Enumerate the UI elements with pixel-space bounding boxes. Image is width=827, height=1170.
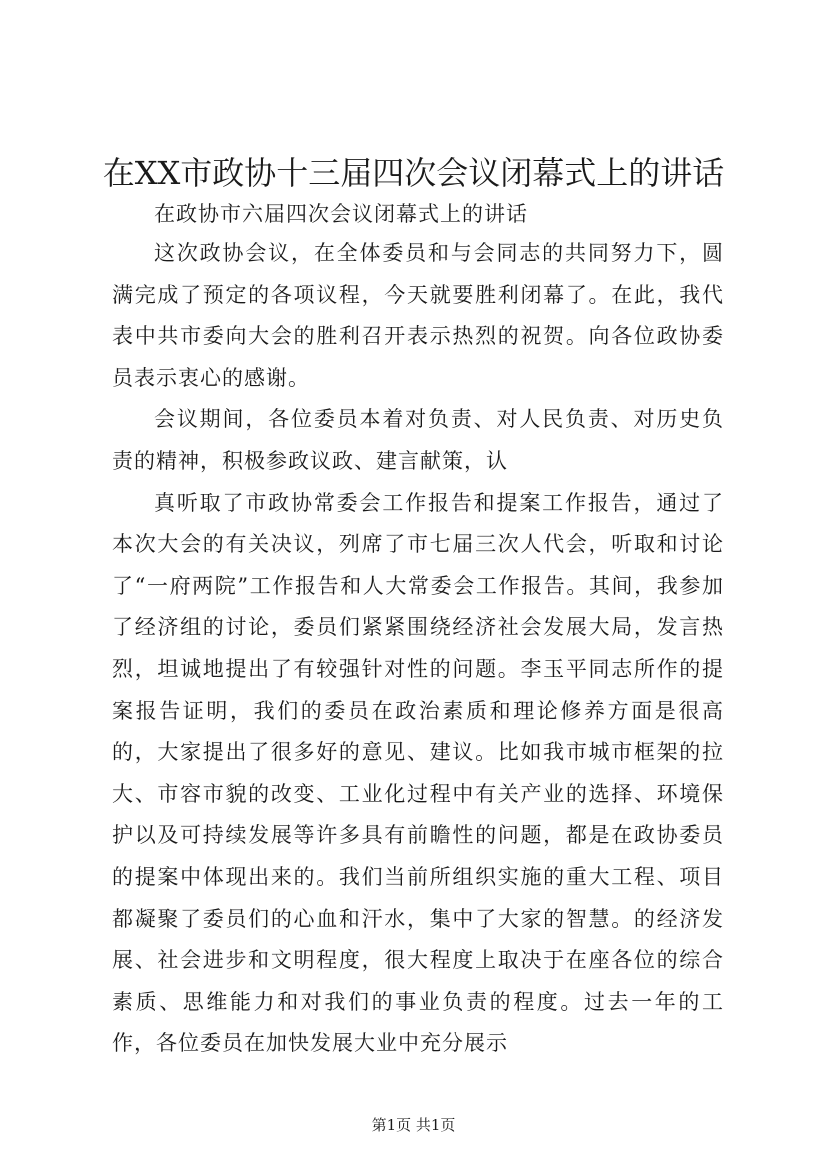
document-subtitle: 在政协市六届四次会议闭幕式上的讲话 [154, 202, 528, 226]
paragraph-2: 会议期间，各位委员本着对负责、对人民负责、对历史负责的精神，积极参政议政、建言献策，认 [112, 407, 724, 473]
paragraph-1: 这次政协会议，在全体委员和与会同志的共同努力下，圆满完成了预定的各项议程，今天就要胜利闭幕了。在此，我代表中共市委向大会的胜利召开表示热烈的祝贺。向各位政协委员表示衷心的感谢。 [112, 241, 724, 390]
document-body [112, 198, 724, 1065]
document-title: 在XX市政协十三届四次会议闭幕式上的讲话 [102, 154, 725, 192]
page-number-footer: 第1页 共1页 [371, 1116, 456, 1134]
paragraph-3: 真听取了市政协常委会工作报告和提案工作报告，通过了本次大会的有关决议，列席了市七届三次人代会，听取和讨论了“一府两院”工作报告和人大常委会工作报告。其间，我参加了经济组的讨论，委员们紧紧围绕经济社会发展大局，发言热烈，坦诚地提出了有较强针对性的问题。李玉平同志所作的提案报告证明，我们的委员在政治素质和理论修养方面是很高的，大家提出了很多好的意见、建议。比如我市城市框架的拉大、市容市貌的改变、工业化过程中有关产业的选择、环境保护以及可持续发展等许多具有前瞻性的问题，都是在政协委员的提案中体现出来的。我们当前所组织实施的重大工程、项目都凝聚了委员们的心血和汗水，集中了大家的智慧。的经济发展、社会进步和文明程度，很大程度上取决于在座各位的综合素质、思维能力和对我们的事业负责的程度。过去一年的工作，各位委员在加快发展大业中充分展示 [112, 490, 724, 1056]
